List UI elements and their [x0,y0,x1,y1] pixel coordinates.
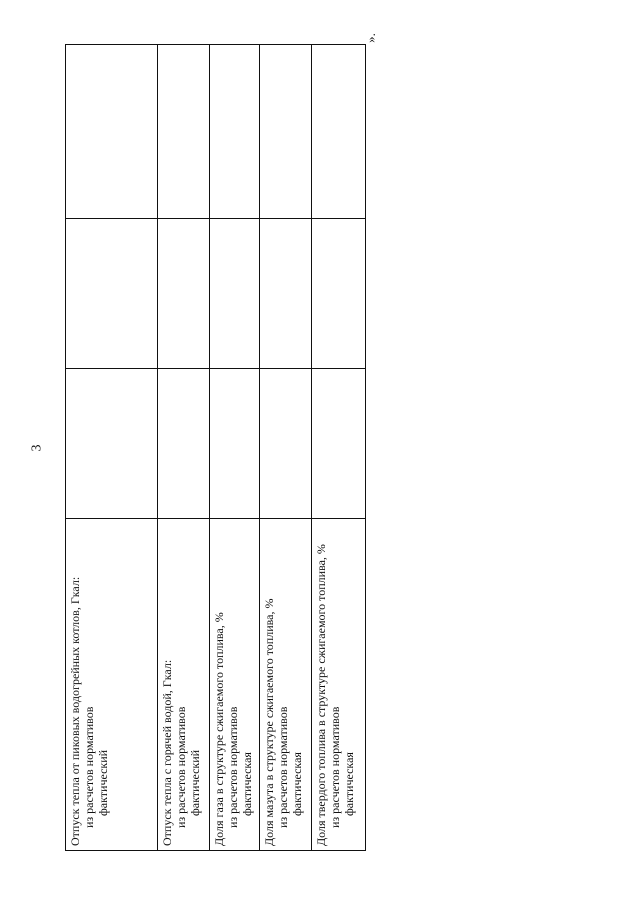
row-label: Отпуск тепла от пиковых водогрейных котлов, Гкал: [68,576,82,846]
value-cell [210,45,260,219]
value-cell [312,45,366,219]
value-cell [158,45,210,219]
row-label-cell [210,519,260,851]
row-label-cell [158,519,210,851]
row-sub-actual: фактическая [240,752,254,816]
row-label: Доля твердого топлива в структуре сжигаемого топлива, % [314,544,328,846]
value-cell [66,369,158,519]
table-row [158,45,210,851]
row-label: Доля мазута в структуре сжигаемого топлива, % [262,598,276,846]
row-sub-normative: из расчетов нормативов [276,706,290,828]
value-cell [260,369,312,519]
page-number: 3 [29,444,45,452]
row-label-cell [260,519,312,851]
value-cell [158,369,210,519]
row-label: Доля газа в структуре сжигаемого топлива, % [212,612,226,846]
row-sub-actual: фактический [188,749,202,816]
table-row [260,45,312,851]
row-sub-actual: фактическая [342,752,356,816]
value-cell [260,219,312,369]
value-cell [312,369,366,519]
row-sub-actual: фактический [96,749,110,816]
rotated-table-container [65,45,365,851]
indicators-table [65,44,366,851]
value-cell [210,369,260,519]
value-cell [66,45,158,219]
value-cell [158,219,210,369]
row-sub-normative: из расчетов нормативов [82,706,96,828]
closing-quote-mark: ». [362,33,378,43]
row-sub-normative: из расчетов нормативов [174,706,188,828]
row-label: Отпуск тепла с горячей водой, Гкал: [160,659,174,846]
value-cell [66,219,158,369]
value-cell [260,45,312,219]
table-rotator [65,45,365,851]
value-cell [210,219,260,369]
table-row [66,45,158,851]
table-row [312,45,366,851]
row-label-cell [66,519,158,851]
value-cell [312,219,366,369]
row-sub-normative: из расчетов нормативов [226,706,240,828]
row-label-cell [312,519,366,851]
row-sub-normative: из расчетов нормативов [328,706,342,828]
table-row [210,45,260,851]
row-sub-actual: фактическая [290,752,304,816]
